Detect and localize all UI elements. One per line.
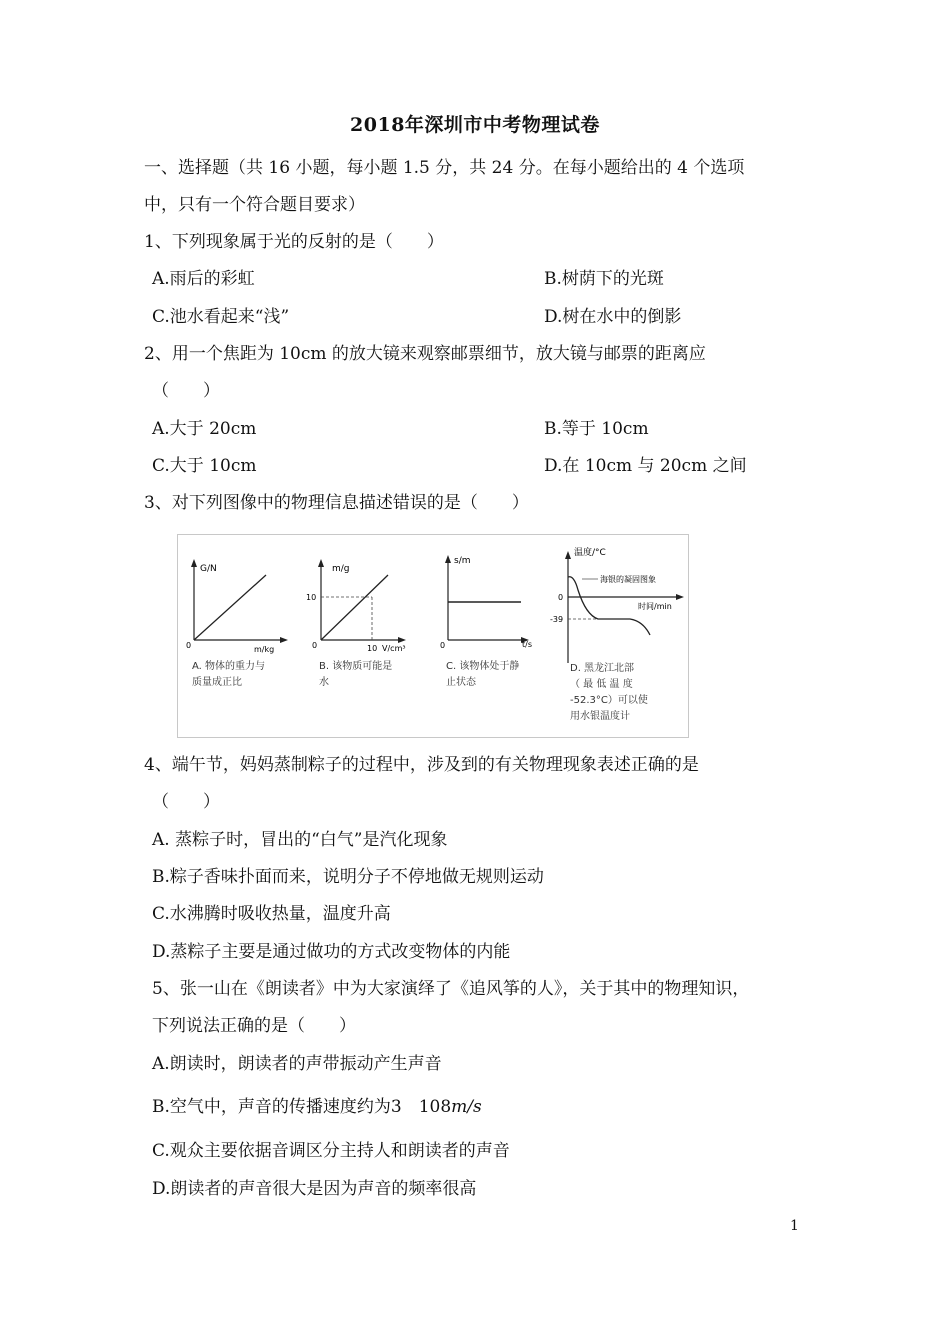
question-2-option-a: A.大于 20cm: [152, 419, 257, 439]
graph-d-caption-3: -52.3°C）可以使: [570, 695, 648, 706]
graph-b-xtick: 10: [367, 644, 378, 653]
question-5-option-d: D.朗读者的声音很大是因为声音的频率很高: [152, 1179, 477, 1199]
graph-b-origin: 0: [312, 641, 318, 650]
graph-b: [306, 559, 406, 688]
question-2-option-b: B.等于 10cm: [544, 419, 649, 439]
graph-c-caption-2: 止状态: [446, 677, 476, 688]
graph-c-origin: 0: [440, 641, 446, 650]
question-4-option-b: B.粽子香味扑面而来，说明分子不停地做无规则运动: [152, 867, 544, 887]
question-2-option-d: D.在 10cm 与 20cm 之间: [544, 456, 747, 476]
question-5-option-b: [152, 1096, 482, 1118]
graph-b-line: [321, 575, 388, 640]
graph-a-caption-2: 质量成正比: [192, 677, 242, 688]
question-1-option-a: A.雨后的彩虹: [152, 269, 255, 289]
question-2-stem: 2、用一个焦距为 10cm 的放大镜来观察邮票细节，放大镜与邮票的距离应: [144, 344, 706, 364]
page-number: 1: [790, 1218, 799, 1234]
graph-d-origin: 0: [558, 593, 564, 602]
question-5-option-a: A.朗读时，朗读者的声带振动产生声音: [152, 1054, 442, 1074]
graph-a-origin: 0: [186, 641, 192, 650]
graph-c: [440, 555, 532, 688]
graph-c-ylabel: s/m: [454, 556, 471, 566]
question-4-blank: （ ）: [152, 792, 220, 812]
question-4-stem: 4、端午节，妈妈蒸制粽子的过程中，涉及到的有关物理现象表述正确的是: [144, 755, 699, 775]
question-4-option-c: C.水沸腾时吸收热量，温度升高: [152, 904, 391, 924]
question-3-stem: 3、对下列图像中的物理信息描述错误的是（ ）: [144, 493, 529, 513]
graph-b-caption-2: 水: [319, 677, 329, 688]
graph-d-ylabel: 温度/°C: [574, 548, 606, 558]
graph-d-caption-1: D. 黑龙江北部: [570, 663, 635, 674]
graph-a: [186, 559, 288, 688]
graph-a-line: [194, 575, 266, 640]
graph-a-xlabel: m/kg: [254, 645, 275, 654]
graph-d-xlabel: 时间/min: [638, 602, 672, 611]
question-5-option-b-unit: m/s: [451, 1097, 482, 1117]
section-heading-line1: 一、选择题（共 16 小题，每小题 1.5 分，共 24 分。在每小题给出的 4 个选项: [144, 158, 745, 178]
graph-b-ytick: 10: [306, 593, 317, 602]
question-5-stem-2: 下列说法正确的是（ ）: [152, 1016, 356, 1036]
question-1-option-d: D.树在水中的倒影: [544, 307, 682, 327]
graphs-svg: [178, 535, 688, 737]
graph-d: [550, 546, 684, 722]
graph-a-caption-1: A. 物体的重力与: [192, 661, 266, 672]
question-1-option-b: B.树荫下的光斑: [544, 269, 664, 289]
graph-b-caption-1: B. 该物质可能是: [319, 661, 393, 672]
graph-d-caption-2: （ 最 低 温 度: [570, 679, 633, 690]
question-1-option-c: C.池水看起来“浅”: [152, 307, 290, 327]
question-3-figure: [177, 534, 689, 738]
question-5-option-c: C.观众主要依据音调区分主持人和朗读者的声音: [152, 1141, 510, 1161]
question-2-blank: （ ）: [152, 381, 220, 401]
question-4-option-a: A. 蒸粽子时，冒出的“白气”是汽化现象: [152, 830, 448, 850]
graph-c-xlabel: t/s: [522, 640, 532, 649]
graph-b-xlabel: V/cm³: [382, 644, 406, 653]
page-title: 2018年深圳市中考物理试卷: [350, 114, 600, 136]
question-4-option-d: D.蒸粽子主要是通过做功的方式改变物体的内能: [152, 942, 511, 962]
graph-d-curve-label: 海银的凝固图象: [600, 575, 656, 584]
section-heading-line2: 中，只有一个符合题目要求）: [144, 195, 365, 215]
graph-b-ylabel: m/g: [332, 564, 350, 574]
graph-c-caption-1: C. 该物体处于静: [446, 661, 520, 672]
question-5-stem: 5、张一山在《朗读者》中为大家演绎了《追风筝的人》，关于其中的物理知识，: [152, 979, 750, 999]
graph-d-ytick: -39: [550, 615, 564, 624]
question-5-option-b-text: B.空气中，声音的传播速度约为3 108: [152, 1097, 452, 1117]
graph-d-caption-4: 用水银温度计: [570, 711, 630, 722]
question-2-option-c: C.大于 10cm: [152, 456, 257, 476]
graph-a-ylabel: G/N: [200, 564, 217, 574]
question-1-stem: 1、下列现象属于光的反射的是（ ）: [144, 232, 444, 252]
